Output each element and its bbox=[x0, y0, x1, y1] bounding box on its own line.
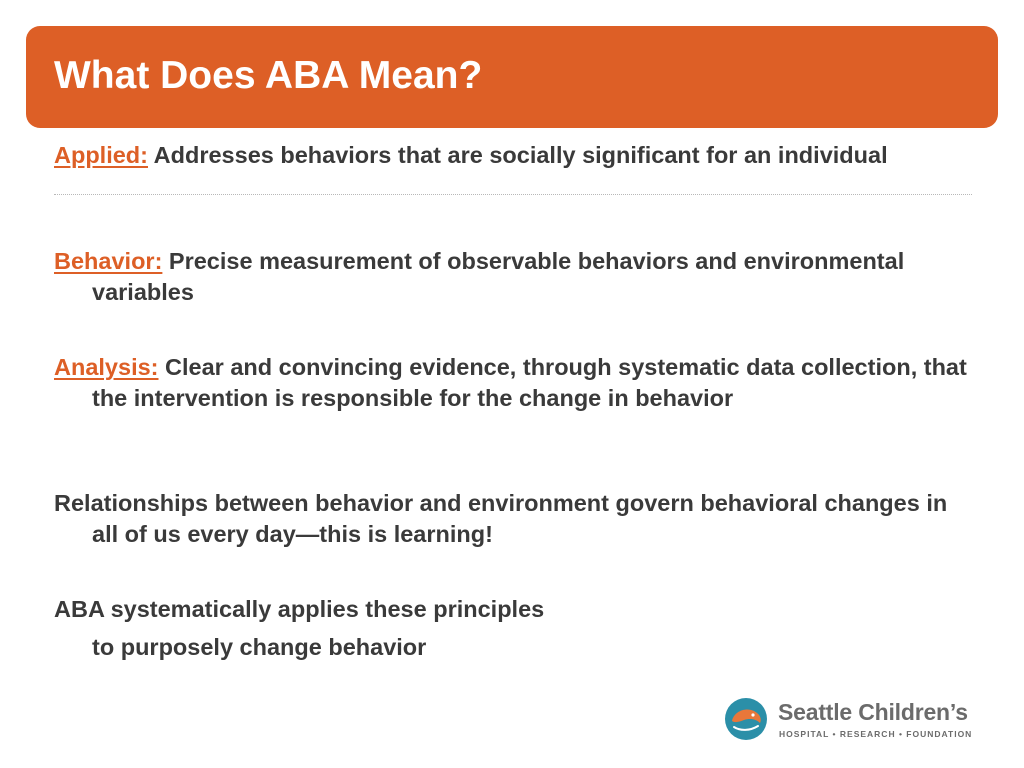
seattle-childrens-logo bbox=[724, 697, 994, 745]
divider-line bbox=[54, 194, 972, 195]
definition-behavior-text: Precise measurement of observable behaviors and environmental variables bbox=[92, 248, 905, 305]
title-banner bbox=[26, 26, 998, 128]
whale-logo-icon bbox=[724, 697, 768, 741]
term-analysis: Analysis: bbox=[54, 354, 159, 380]
definition-analysis bbox=[54, 352, 974, 414]
term-applied: Applied: bbox=[54, 142, 148, 168]
closing-line-1: ABA systematically applies these principles bbox=[54, 596, 545, 622]
logo-tagline: HOSPITAL • RESEARCH • FOUNDATION bbox=[779, 729, 973, 739]
closing-line-2: to purposely change behavior bbox=[92, 634, 427, 660]
term-behavior: Behavior: bbox=[54, 248, 163, 274]
slide-title: What Does ABA Mean? bbox=[54, 54, 483, 97]
logo-name: Seattle Children’s bbox=[778, 699, 968, 725]
relationships-text: Relationships between behavior and environment govern behavioral changes in all of us every day—this is learning! bbox=[54, 490, 948, 547]
definition-applied bbox=[54, 140, 974, 171]
definition-applied-text: Addresses behaviors that are socially significant for an individual bbox=[148, 142, 888, 168]
definition-analysis-text: Clear and convincing evidence, through systematic data collection, that the intervention is responsible for the change in behavior bbox=[92, 354, 967, 411]
definition-behavior bbox=[54, 246, 974, 308]
relationships-statement bbox=[54, 488, 974, 550]
